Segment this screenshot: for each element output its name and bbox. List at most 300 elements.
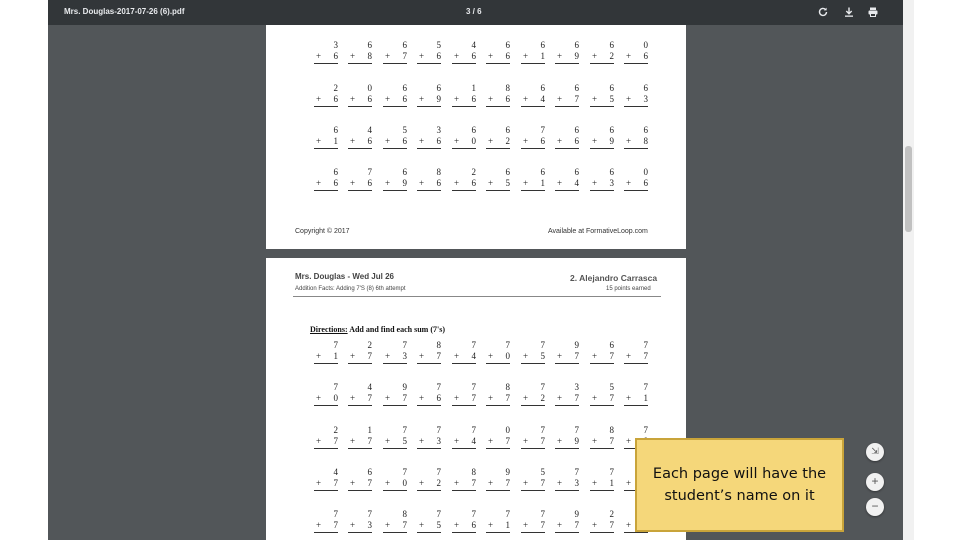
addition-problem <box>383 509 411 540</box>
sum-line <box>417 532 441 533</box>
addend-top: 6 <box>402 167 407 177</box>
plus-sign: + <box>454 520 460 530</box>
addend-top: 7 <box>402 425 407 435</box>
plus-sign: + <box>592 351 598 361</box>
pdf-toolbar <box>48 0 903 25</box>
addition-problem <box>314 40 342 74</box>
addend-top: 6 <box>333 125 338 135</box>
fit-page-button[interactable]: ⇲ <box>866 443 884 461</box>
addend-bottom: 6 <box>436 136 441 146</box>
addend-top: 7 <box>367 509 372 519</box>
sum-line <box>314 63 338 64</box>
addend-top: 8 <box>471 467 476 477</box>
print-icon[interactable] <box>867 6 879 18</box>
addend-bottom: 9 <box>574 436 579 446</box>
sum-line <box>555 405 579 406</box>
sum-line <box>348 63 372 64</box>
addition-problem <box>555 425 583 459</box>
addend-bottom: 7 <box>574 393 579 403</box>
addend-bottom: 7 <box>402 51 407 61</box>
addend-bottom: 6 <box>333 94 338 104</box>
addend-bottom: 6 <box>643 51 648 61</box>
plus-sign: + <box>592 478 598 488</box>
addend-bottom: 7 <box>436 351 441 361</box>
plus-sign: + <box>316 351 322 361</box>
sum-line <box>590 106 614 107</box>
addend-top: 8 <box>436 167 441 177</box>
addend-bottom: 2 <box>505 136 510 146</box>
sum-line <box>452 405 476 406</box>
addend-bottom: 6 <box>402 136 407 146</box>
sum-line <box>486 363 510 364</box>
addend-top: 7 <box>436 382 441 392</box>
sum-line <box>590 148 614 149</box>
addend-top: 6 <box>505 167 510 177</box>
addend-bottom: 3 <box>436 436 441 446</box>
sum-line <box>590 448 614 449</box>
addend-bottom: 2 <box>540 393 545 403</box>
addition-problem <box>417 425 445 459</box>
addend-bottom: 3 <box>402 351 407 361</box>
addition-problem <box>521 125 549 159</box>
addend-top: 7 <box>609 467 614 477</box>
plus-sign: + <box>454 94 460 104</box>
addend-bottom: 5 <box>436 520 441 530</box>
addend-top: 7 <box>367 167 372 177</box>
addend-top: 3 <box>333 40 338 50</box>
plus-sign: + <box>557 51 563 61</box>
vertical-scrollbar[interactable] <box>903 0 914 540</box>
sum-line <box>348 148 372 149</box>
plus-sign: + <box>385 520 391 530</box>
sum-line <box>624 190 648 191</box>
assignment-subtitle: Addition Facts: Adding 7'S (8) 6th attempt <box>295 286 406 292</box>
sum-line <box>452 190 476 191</box>
addition-problem <box>452 125 480 159</box>
addition-problem <box>486 167 514 201</box>
addend-bottom: 7 <box>505 436 510 446</box>
addend-top: 7 <box>540 509 545 519</box>
addend-top: 6 <box>402 40 407 50</box>
sum-line <box>624 63 648 64</box>
directions <box>310 325 445 334</box>
addend-top: 7 <box>333 382 338 392</box>
addition-problem <box>555 40 583 74</box>
plus-sign: + <box>385 436 391 446</box>
sum-line <box>486 490 510 491</box>
addend-top: 4 <box>333 467 338 477</box>
addition-problem <box>590 425 618 459</box>
addend-top: 7 <box>436 467 441 477</box>
addition-problem <box>383 83 411 117</box>
addend-top: 7 <box>402 467 407 477</box>
addend-bottom: 6 <box>505 51 510 61</box>
plus-sign: + <box>385 136 391 146</box>
plus-sign: + <box>592 178 598 188</box>
plus-sign: + <box>488 94 494 104</box>
addend-bottom: 6 <box>333 178 338 188</box>
sum-line <box>555 532 579 533</box>
addend-bottom: 7 <box>609 520 614 530</box>
addition-problem <box>452 509 480 540</box>
plus-sign: + <box>626 436 632 446</box>
addend-top: 6 <box>367 467 372 477</box>
plus-sign: + <box>385 478 391 488</box>
plus-sign: + <box>350 178 356 188</box>
addend-bottom: 6 <box>367 178 372 188</box>
addend-top: 0 <box>505 425 510 435</box>
rotate-icon[interactable] <box>817 6 829 18</box>
sum-line <box>383 363 407 364</box>
plus-sign: + <box>488 436 494 446</box>
addition-problem <box>417 382 445 416</box>
addend-bottom: 6 <box>574 136 579 146</box>
addend-top: 8 <box>609 425 614 435</box>
addend-top: 3 <box>574 382 579 392</box>
sum-line <box>486 63 510 64</box>
addend-bottom: 0 <box>333 393 338 403</box>
addend-bottom: 8 <box>643 136 648 146</box>
addition-problem <box>590 509 618 540</box>
plus-sign: + <box>488 520 494 530</box>
addend-bottom: 2 <box>609 51 614 61</box>
addition-problem <box>417 340 445 374</box>
plus-sign: + <box>592 393 598 403</box>
sum-line <box>417 363 441 364</box>
plus-sign: + <box>523 94 529 104</box>
addend-top: 5 <box>609 382 614 392</box>
addend-bottom: 7 <box>367 436 372 446</box>
student-name: 2. Alejandro Carrasca <box>570 273 658 283</box>
addend-bottom: 7 <box>609 351 614 361</box>
plus-sign: + <box>488 478 494 488</box>
pdf-page-3 <box>266 25 686 249</box>
sum-line <box>314 190 338 191</box>
addend-top: 5 <box>402 125 407 135</box>
plus-sign: + <box>350 136 356 146</box>
addend-bottom: 7 <box>333 436 338 446</box>
addition-problem <box>486 83 514 117</box>
plus-sign: + <box>316 94 322 104</box>
addition-problem <box>417 40 445 74</box>
addition-problem <box>486 425 514 459</box>
addend-top: 2 <box>333 425 338 435</box>
sum-line <box>452 363 476 364</box>
sum-line <box>486 148 510 149</box>
sum-line <box>555 448 579 449</box>
addition-problem <box>348 340 376 374</box>
plus-sign: + <box>626 520 632 530</box>
addition-problem <box>314 167 342 201</box>
plus-sign: + <box>454 351 460 361</box>
addend-top: 1 <box>471 83 476 93</box>
addition-problem <box>521 509 549 540</box>
sum-line <box>417 490 441 491</box>
addend-top: 5 <box>540 467 545 477</box>
addend-top: 9 <box>574 509 579 519</box>
addend-top: 8 <box>505 382 510 392</box>
page-indicator: 3 / 6 <box>466 7 482 16</box>
addition-problem <box>314 125 342 159</box>
addition-problem <box>555 125 583 159</box>
addition-problem <box>521 467 549 501</box>
addition-problem <box>348 425 376 459</box>
sum-line <box>383 63 407 64</box>
sum-line <box>486 106 510 107</box>
addend-bottom: 7 <box>471 393 476 403</box>
addend-bottom: 4 <box>540 94 545 104</box>
addition-problem <box>348 467 376 501</box>
addition-problem <box>555 509 583 540</box>
addend-bottom: 7 <box>540 478 545 488</box>
addition-problem <box>314 340 342 374</box>
addend-top: 6 <box>574 83 579 93</box>
pdf-page-4 <box>266 258 686 540</box>
plus-sign: + <box>488 178 494 188</box>
addition-problem <box>348 509 376 540</box>
addend-top: 2 <box>367 340 372 350</box>
addition-problem <box>452 340 480 374</box>
addition-problem <box>383 425 411 459</box>
plus-sign: + <box>488 51 494 61</box>
addend-top: 7 <box>540 382 545 392</box>
addition-problem <box>383 340 411 374</box>
sum-line <box>452 532 476 533</box>
addition-problem <box>314 467 342 501</box>
sum-line <box>624 106 648 107</box>
addend-top: 8 <box>505 83 510 93</box>
plus-sign: + <box>316 51 322 61</box>
sum-line <box>486 405 510 406</box>
plus-sign: + <box>454 393 460 403</box>
addend-top: 6 <box>505 125 510 135</box>
addition-problem <box>348 40 376 74</box>
addend-top: 4 <box>471 40 476 50</box>
addition-problem <box>383 467 411 501</box>
addend-top: 7 <box>540 125 545 135</box>
addition-problem <box>624 167 652 201</box>
addend-top: 7 <box>333 509 338 519</box>
addition-problem <box>383 382 411 416</box>
addition-problem <box>521 382 549 416</box>
addend-top: 7 <box>505 340 510 350</box>
sum-line <box>417 405 441 406</box>
addend-top: 7 <box>574 467 579 477</box>
addition-problem <box>486 382 514 416</box>
plus-sign: + <box>557 520 563 530</box>
addend-top: 6 <box>540 40 545 50</box>
addition-problem <box>590 467 618 501</box>
addend-top: 3 <box>436 125 441 135</box>
sum-line <box>555 63 579 64</box>
addend-bottom: 0 <box>505 351 510 361</box>
sum-line <box>348 405 372 406</box>
addition-problem <box>452 167 480 201</box>
sum-line <box>314 363 338 364</box>
plus-sign: + <box>385 51 391 61</box>
addend-top: 7 <box>471 340 476 350</box>
addend-top: 6 <box>333 167 338 177</box>
addend-bottom: 6 <box>367 94 372 104</box>
sum-line <box>521 106 545 107</box>
sum-line <box>314 448 338 449</box>
plus-sign: + <box>419 478 425 488</box>
addend-bottom: 1 <box>643 393 648 403</box>
addition-problem <box>417 167 445 201</box>
addend-bottom: 1 <box>540 51 545 61</box>
addend-top: 6 <box>574 167 579 177</box>
plus-sign: + <box>592 520 598 530</box>
addition-problem <box>521 167 549 201</box>
sum-line <box>624 363 648 364</box>
plus-sign: + <box>316 520 322 530</box>
addend-bottom: 0 <box>471 136 476 146</box>
addend-top: 7 <box>540 425 545 435</box>
sum-line <box>590 490 614 491</box>
addend-top: 7 <box>471 382 476 392</box>
callout-text: Each page will have the student’s name on it <box>652 466 827 504</box>
addition-problem <box>590 125 618 159</box>
sum-line <box>417 448 441 449</box>
sum-line <box>590 190 614 191</box>
addend-top: 4 <box>367 125 372 135</box>
zoom-in-button[interactable]: + <box>866 473 884 491</box>
copyright-text: Copyright © 2017 <box>295 228 350 235</box>
sum-line <box>314 148 338 149</box>
plus-sign: + <box>454 478 460 488</box>
addition-problem <box>348 83 376 117</box>
addition-problem <box>624 125 652 159</box>
addend-top: 7 <box>540 340 545 350</box>
addend-bottom: 6 <box>436 51 441 61</box>
addition-problem <box>348 125 376 159</box>
plus-sign: + <box>350 436 356 446</box>
plus-sign: + <box>350 393 356 403</box>
plus-sign: + <box>419 520 425 530</box>
sum-line <box>521 363 545 364</box>
addend-bottom: 3 <box>574 478 579 488</box>
addend-top: 6 <box>609 40 614 50</box>
sum-line <box>314 490 338 491</box>
plus-sign: + <box>419 351 425 361</box>
addition-problem <box>590 382 618 416</box>
addend-top: 6 <box>540 167 545 177</box>
plus-sign: + <box>592 436 598 446</box>
addend-top: 7 <box>643 382 648 392</box>
addend-top: 7 <box>643 425 648 435</box>
plus-sign: + <box>419 436 425 446</box>
addend-bottom: 7 <box>505 478 510 488</box>
addition-problem <box>521 83 549 117</box>
addend-bottom: 6 <box>643 178 648 188</box>
addition-problem <box>314 509 342 540</box>
addend-top: 7 <box>471 509 476 519</box>
plus-sign: + <box>350 351 356 361</box>
sum-line <box>486 532 510 533</box>
sum-line <box>383 448 407 449</box>
plus-sign: + <box>488 136 494 146</box>
download-icon[interactable] <box>843 6 855 18</box>
sum-line <box>314 106 338 107</box>
sum-line <box>555 148 579 149</box>
plus-sign: + <box>488 393 494 403</box>
addend-bottom: 4 <box>471 351 476 361</box>
plus-sign: + <box>385 393 391 403</box>
addition-problem <box>486 467 514 501</box>
sum-line <box>555 363 579 364</box>
plus-sign: + <box>557 136 563 146</box>
addend-bottom: 6 <box>471 51 476 61</box>
plus-sign: + <box>350 520 356 530</box>
sum-line <box>348 490 372 491</box>
sum-line <box>590 405 614 406</box>
plus-sign: + <box>419 51 425 61</box>
addition-problem <box>486 509 514 540</box>
sum-line <box>452 490 476 491</box>
plus-sign: + <box>523 178 529 188</box>
addend-top: 7 <box>505 509 510 519</box>
addend-bottom: 9 <box>402 178 407 188</box>
plus-sign: + <box>626 51 632 61</box>
directions-text: Add and find each sum (7's) <box>349 325 445 334</box>
addition-problem <box>452 83 480 117</box>
addend-top: 6 <box>609 125 614 135</box>
sum-line <box>486 190 510 191</box>
plus-sign: + <box>419 393 425 403</box>
plus-sign: + <box>557 351 563 361</box>
available-text: Available at FormativeLoop.com <box>548 228 648 235</box>
sum-line <box>590 63 614 64</box>
zoom-out-button[interactable]: − <box>866 498 884 516</box>
sum-line <box>452 148 476 149</box>
addend-bottom: 7 <box>367 351 372 361</box>
plus-sign: + <box>419 136 425 146</box>
plus-sign: + <box>385 94 391 104</box>
plus-sign: + <box>316 478 322 488</box>
addend-bottom: 1 <box>333 136 338 146</box>
addition-problem <box>314 83 342 117</box>
addend-top: 6 <box>505 40 510 50</box>
addend-bottom: 6 <box>367 136 372 146</box>
addend-top: 7 <box>402 340 407 350</box>
addend-bottom: 5 <box>505 178 510 188</box>
document-title: Mrs. Douglas-2017-07-26 (6).pdf <box>64 7 185 16</box>
addend-bottom: 6 <box>471 178 476 188</box>
plus-sign: + <box>350 478 356 488</box>
plus-sign: + <box>350 94 356 104</box>
addition-problem <box>486 40 514 74</box>
sum-line <box>555 106 579 107</box>
addend-top: 8 <box>402 509 407 519</box>
plus-sign: + <box>626 478 632 488</box>
addend-bottom: 6 <box>505 94 510 104</box>
sum-line <box>555 490 579 491</box>
scrollbar-thumb[interactable] <box>905 146 912 232</box>
addition-problem <box>555 467 583 501</box>
addition-problem <box>383 167 411 201</box>
plus-sign: + <box>454 436 460 446</box>
addend-bottom: 0 <box>402 478 407 488</box>
plus-sign: + <box>523 351 529 361</box>
addend-bottom: 8 <box>367 51 372 61</box>
addition-problem <box>452 425 480 459</box>
sum-line <box>452 106 476 107</box>
sum-line <box>521 448 545 449</box>
plus-sign: + <box>385 178 391 188</box>
addend-top: 7 <box>574 425 579 435</box>
addition-problem <box>486 125 514 159</box>
plus-sign: + <box>454 178 460 188</box>
